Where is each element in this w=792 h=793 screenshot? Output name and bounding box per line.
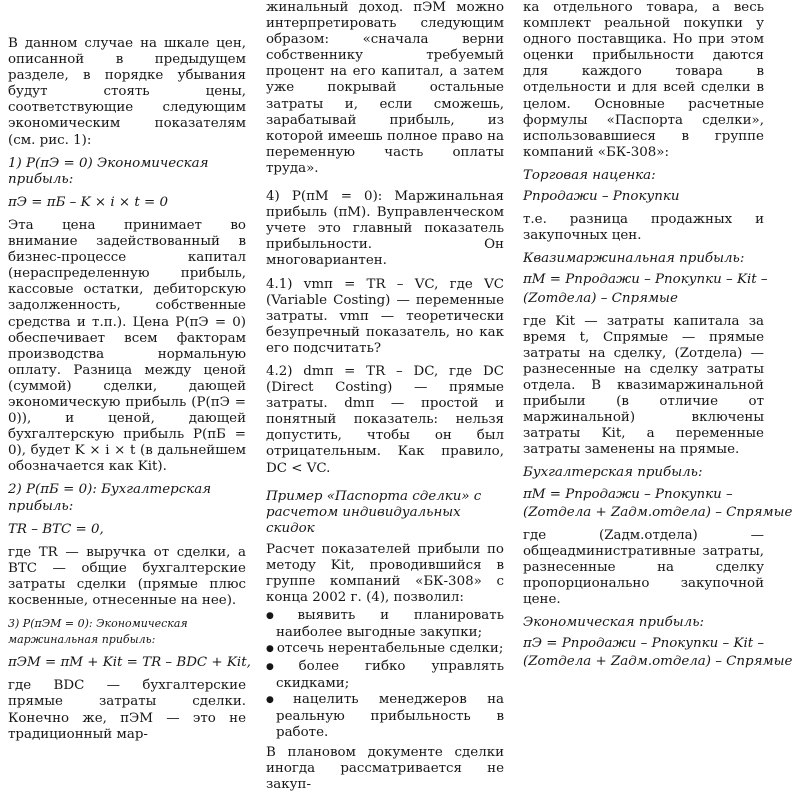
paragraph-3: где BDC — бухгалтерские прямые затраты сделки. Конечно же, πЭМ — это не традиционный мар-	[8, 678, 246, 742]
item-3-heading: 3) P(πЭМ = 0): Экономическая маржинальная прибыль:	[8, 617, 188, 647]
item-4-2-paragraph: 4.2) dmπ = TR – DC, где DC (Direct Costing) — прямые затраты. dmπ — простой и понятный показатель: нельзя допустить, чтобы он был отрицательным. Как правило, DC < VC.	[266, 363, 504, 476]
economic-profit-heading: Экономическая прибыль:	[523, 615, 704, 631]
accounting-profit-formula-line-2: (Zотдела + Zадм.отдела) – Cпрямые	[523, 504, 792, 520]
benefits-list	[266, 608, 504, 741]
accounting-profit-text: где (Zадм.отдела) — общеадминистративные затраты, разнесенные на сделку пропорционально закупочной цене.	[523, 527, 764, 608]
paragraph-1: Эта цена принимает во внимание задействованный в бизнес-процессе капитал (нераспределенную прибыль, кассовые остатки, дебиторскую задолженность, собственные средства и т.п.). Цена P(πЭ = 0) обеспечивает всем факторам производства нормальную оплату. Разница между ценой (суммой) сделки, дающей экономическую прибыль (P(πЭ = 0)), и ценой, дающей бухгалтерскую прибыль P(πБ = 0), будет K × i × t (в дальнейшем обозначается как Kit).	[8, 217, 246, 475]
item-4-1-paragraph: 4.1) vmπ = TR – VC, где VC (Variable Costing) — переменные затраты. vmπ — теоретически безупречный показатель, но как его подсчитать?	[266, 276, 504, 356]
list-item: ● нацелить менеджеров на реальную прибыльность в работе.	[266, 692, 504, 741]
economic-profit-formula-line-1: πЭ = Pпродажи – Pпокупки – Kit –	[523, 636, 765, 652]
tail-paragraph: В плановом документе сделки иногда рассматривается не закуп-	[266, 745, 504, 793]
quasi-margin-heading: Квазимаржинальная прибыль:	[523, 251, 745, 267]
quasi-margin-formula-line-2: (Zотдела) – Cпрямые	[523, 290, 678, 306]
paragraph-2: где TR — выручка от сделки, а BTC — общие бухгалтерские затраты сделки (прямые плюс косвенные, отнесенные на нее).	[8, 544, 246, 608]
economic-profit-formula-line-2: (Zотдела + Zадм.отдела) – Cпрямые	[523, 654, 792, 670]
example-paragraph: Расчет показателей прибыли по методу Kit, проводившийся в группе компаний «БК-308» с конца 2002 г. (4), позволил:	[266, 541, 504, 606]
item-3-formula: πЭМ = πМ + Kit = TR – BDC + Kit,	[8, 655, 251, 671]
column-2	[266, 0, 504, 793]
item-2-formula: TR – BTC = 0,	[8, 521, 104, 537]
list-item: ● отсечь нерентабельные сделки;	[266, 641, 504, 658]
trade-markup-text: т.е. разница продажных и закупочных цен.	[523, 212, 764, 244]
trade-markup-formula: Pпродажи – Pпокупки	[523, 189, 680, 205]
item-1-formula: πЭ = πБ – K × i × t = 0	[8, 194, 169, 210]
trade-markup-heading: Торговая наценка:	[523, 167, 656, 183]
column-3	[523, 0, 792, 700]
column-1	[8, 0, 251, 742]
continuation-paragraph: жинальный доход. πЭМ можно интерпретировать следующим образом: «сначала верни собственнику требуемый процент на его капитал, а затем уже покрывай остальные затраты и, если сможешь, зарабатывай прибыль, из которой имеешь полное право на переменную часть оплаты труда».	[266, 0, 504, 176]
continuation-paragraph: ка отдельного товара, а весь комплект реальной покупки у одного поставщика. Но при этом оценки прибыльности даются для каждого товара в отдельности и для всей сделки в целом. Основные расчетные формулы «Паспорта сделки», использовавшиеся в группе компаний «БК-308»:	[523, 0, 764, 160]
accounting-profit-formula-line-1: πМ = Pпродажи – Pпокупки –	[523, 486, 733, 502]
item-2-heading: 2) P(πБ = 0): Бухгалтерская прибыль:	[8, 482, 212, 514]
list-item: ● выявить и планировать наиболее выгодные закупки;	[266, 608, 504, 641]
top-spacer	[8, 0, 246, 36]
item-4-paragraph: 4) P(πМ = 0): Маржинальная прибыль (πМ). Вуправленческом учете это главный показатель прибыльности. Он многовариантен.	[266, 189, 504, 269]
quasi-margin-text: где Kit — затраты капитала за время t, Cпрямые — прямые затраты на сделку, (Zотдела) — разнесенные на сделку затраты отдела. В квазимаржинальной прибыли (в отличие от маржинальной) включены затраты Kit, а переменные затраты заменены на прямые.	[523, 313, 764, 458]
quasi-margin-formula-line-1: πМ = Pпродажи – Pпокупки – Kit –	[523, 272, 768, 288]
intro-paragraph: В данном случае на шкале цен, описанной в предыдущем разделе, в порядке убывания будут стоять цены, соответствующие следующим экономическим показателям (см. рис. 1):	[8, 36, 246, 148]
item-1-heading: 1) P(πЭ = 0) Экономическая прибыль:	[8, 155, 209, 187]
accounting-profit-heading: Бухгалтерская прибыль:	[523, 465, 703, 481]
list-item: ● более гибко управлять скидками;	[266, 659, 504, 692]
example-heading: Пример «Паспорта сделки» с расчетом индивидуальных скидок	[266, 488, 482, 536]
